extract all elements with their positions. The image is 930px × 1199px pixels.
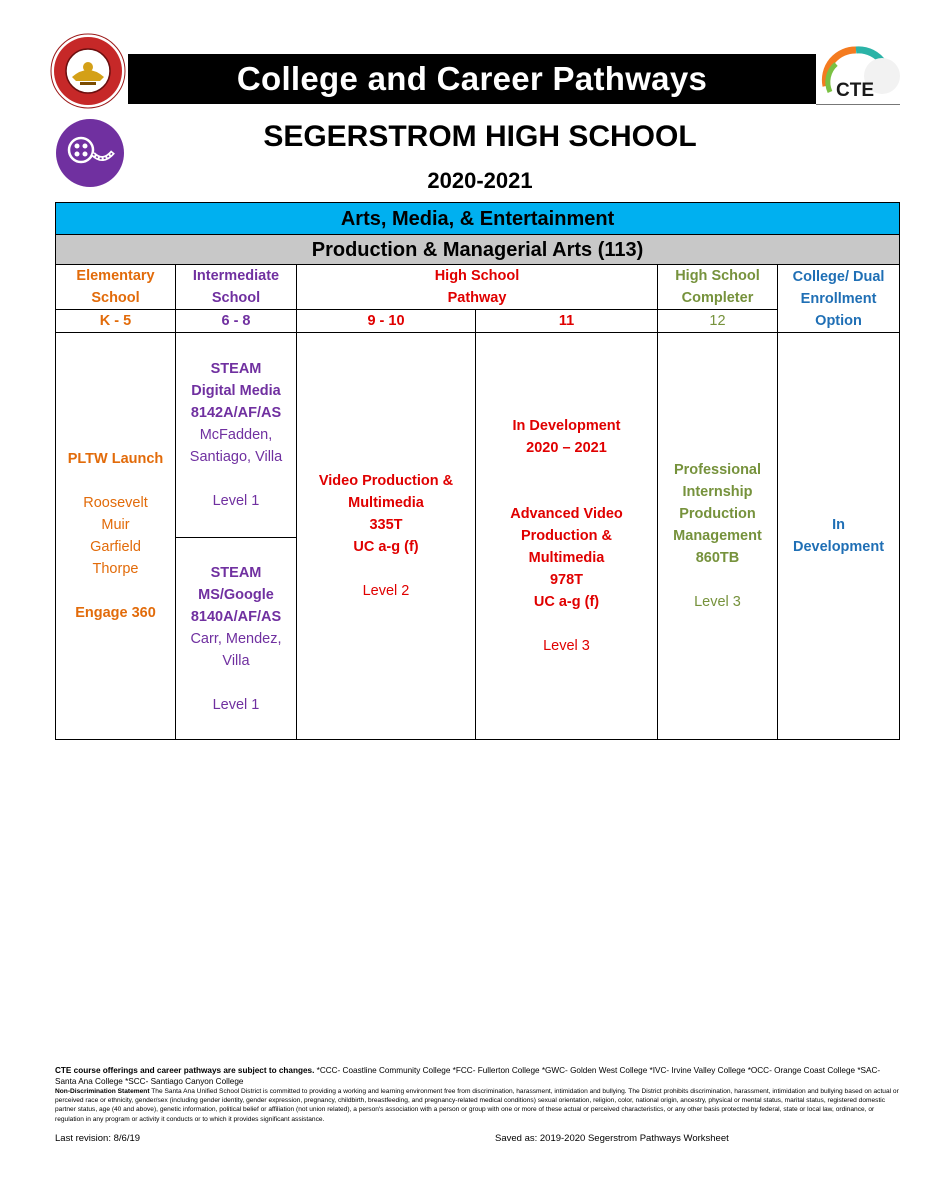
elementary-school-4: Thorpe: [92, 561, 139, 577]
elementary-program: PLTW Launch: [67, 451, 164, 467]
title-underline: [816, 104, 900, 105]
elementary-school-3: Garfield: [90, 539, 141, 555]
footer-notice: CTE course offerings and career pathways are subject to changes.: [55, 1066, 315, 1075]
page-title-banner: College and Career Pathways: [128, 54, 816, 104]
header-completer: [658, 265, 778, 310]
intermediate-a-code: 8142A/AF/AS: [190, 405, 282, 421]
intermediate-course-a: [176, 333, 297, 538]
elementary-school-2: Muir: [101, 517, 130, 533]
header-intermediate-line1: Intermediate: [192, 268, 280, 284]
header-elementary: [56, 265, 176, 310]
cte-logo: [816, 42, 902, 106]
grade-12: 12: [658, 310, 778, 333]
hs-9-10-level: Level 2: [362, 583, 410, 599]
completer-code: 860TB: [695, 550, 740, 566]
header-high-school: [297, 265, 658, 310]
intermediate-b-code: 8140A/AF/AS: [190, 608, 282, 625]
non-discrimination-statement: [55, 1087, 900, 1124]
intermediate-a-teachers-1: McFadden,: [199, 427, 273, 443]
grade-11: 11: [476, 310, 658, 333]
nondisc-label: Non-Discrimination Statement: [55, 1088, 150, 1095]
college-option: [778, 333, 900, 740]
header-completer-line2: Completer: [681, 290, 754, 306]
saved-as: Saved as: 2019-2020 Segerstrom Pathways Worksheet: [495, 1133, 729, 1144]
elementary-cell: [56, 333, 176, 740]
header-college-line3: Option: [815, 312, 862, 329]
footer-colleges: *CCC- Coastline Community College *FCC- Fullerton College *GWC- Golden West College *IVC- Irvine Valley College *OCC- Orange Coast College *SAC- Santa Ana College *SCC- Santiago Canyon College: [55, 1066, 881, 1086]
header-high-school-line2: Pathway: [447, 290, 507, 306]
industry-sector-header: Arts, Media, & Entertainment: [56, 203, 900, 235]
header-intermediate-line2: School: [211, 290, 261, 306]
intermediate-a-line1: STEAM: [210, 361, 262, 377]
intermediate-b-teachers-1: Carr, Mendez,: [190, 630, 282, 647]
intermediate-course-b: [176, 538, 297, 740]
school-year: 2020-2021: [427, 168, 533, 193]
hs-11-line3: Multimedia: [528, 550, 605, 566]
grade-elementary: K - 5: [56, 310, 176, 333]
intermediate-b-teachers-2: Villa: [222, 652, 250, 669]
film-reel-icon: [55, 118, 125, 188]
intermediate-a-teachers-2: Santiago, Villa: [189, 449, 283, 465]
svg-text:CTE: CTE: [836, 80, 874, 101]
pathway-table: [55, 202, 900, 740]
hs-11-code: 978T: [549, 572, 584, 588]
grade-9-10: 9 - 10: [297, 310, 476, 333]
district-seal-logo: [50, 33, 126, 109]
school-name: SEGERSTROM HIGH SCHOOL: [263, 120, 697, 153]
footer-disclaimer: [55, 1065, 900, 1087]
hs-9-10-ucag: UC a-g (f): [353, 539, 419, 555]
elementary-school-1: Roosevelt: [83, 495, 148, 511]
college-line2: Development: [793, 539, 885, 555]
header-completer-line1: High School: [675, 268, 760, 284]
header-elementary-line2: School: [91, 290, 140, 306]
intermediate-b-line1: STEAM: [210, 564, 262, 581]
hs-9-10-line1: Video Production &: [318, 473, 454, 489]
completer-course: [658, 333, 778, 740]
pathway-header: Production & Managerial Arts (113): [56, 235, 900, 265]
completer-line4: Management: [673, 528, 762, 544]
completer-line1: Professional: [673, 462, 762, 478]
intermediate-b-level: Level 1: [212, 696, 260, 713]
completer-line3: Production: [679, 506, 756, 522]
footer-notes: [55, 1065, 900, 1124]
hs-11-course: [476, 333, 658, 740]
header-college-line1: College/ Dual: [792, 268, 885, 285]
college-line1: In: [832, 517, 845, 533]
header-elementary-line1: Elementary: [76, 268, 155, 284]
header-intermediate: [176, 265, 297, 310]
hs-9-10-line2: Multimedia: [348, 495, 424, 511]
intermediate-b-line2: MS/Google: [198, 586, 274, 603]
header-college-line2: Enrollment: [800, 290, 877, 307]
header-high-school-line1: High School: [434, 268, 520, 284]
hs-11-line1: Advanced Video: [510, 506, 623, 522]
hs-9-10-course: [297, 333, 476, 740]
intermediate-a-level: Level 1: [212, 493, 260, 509]
completer-line2: Internship: [682, 484, 753, 500]
intermediate-a-line2: Digital Media: [191, 383, 281, 399]
nondisc-text: The Santa Ana Unified School District is committed to providing a working and learning environment free from discrimination, harassment, intimidation and bullying. The District prohibits discrimination, harassment, intimidation and bullying based on actual or perceived race or ethnicity, gender/sex (including gender identity, gender expression, pregnancy, childbirth, breastfeeding, and pregnancy-related medical conditions) sexual orientation, religion, color, national origin, ancestry, physical or mental status, marital status, registered domestic partner status, age (40 and above), genetic information, political belief or affiliation (not union related), a person's association with a person or group with one or more of these actual or perceived characteristics, or any other basis protected by federal, state or local law, ordinance, or regulation in any program or activity it conducts or to which it provides significant assistance.: [55, 1088, 899, 1123]
hs-11-ucag: UC a-g (f): [533, 594, 600, 610]
hs-11-dev-2: 2020 – 2021: [526, 440, 607, 456]
last-revision: Last revision: 8/6/19: [55, 1133, 141, 1144]
hs-9-10-code: 335T: [369, 517, 403, 533]
grade-intermediate: 6 - 8: [176, 310, 297, 333]
completer-level: Level 3: [694, 594, 741, 610]
hs-11-line2: Production &: [520, 528, 613, 544]
elementary-extra: Engage 360: [75, 605, 156, 621]
header-college: [778, 265, 900, 333]
hs-11-level: Level 3: [543, 638, 590, 654]
hs-11-dev-1: In Development: [512, 418, 621, 434]
